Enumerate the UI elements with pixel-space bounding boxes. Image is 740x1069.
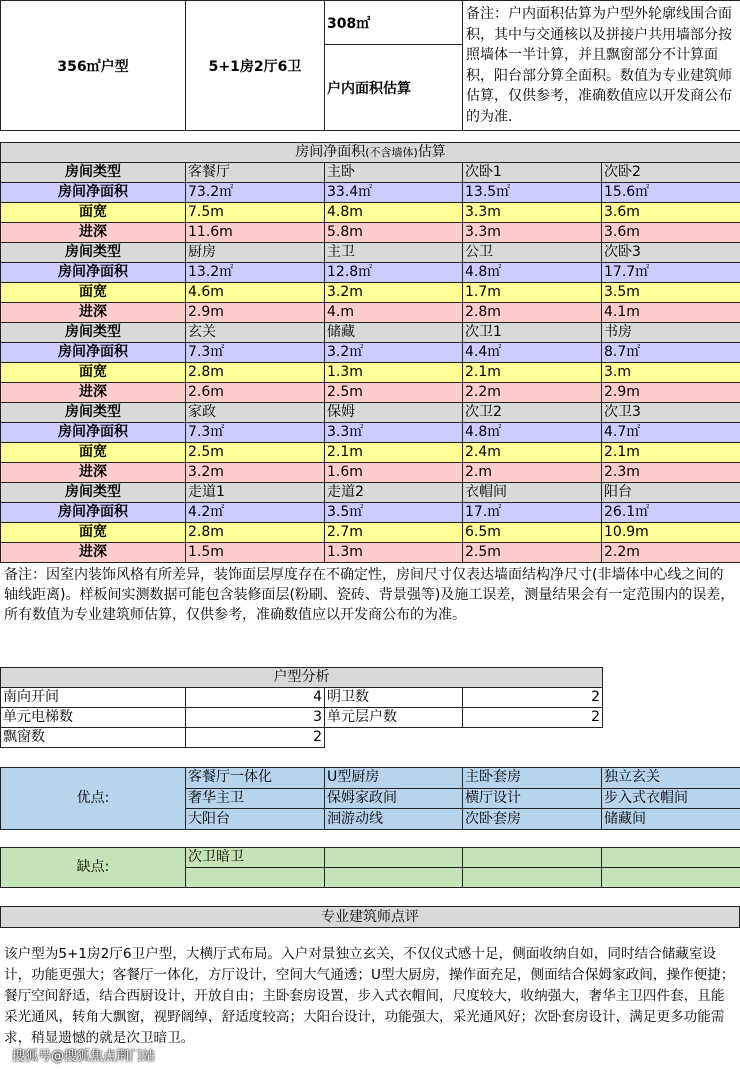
room-cell-width: 2.1m: [463, 363, 602, 383]
room-cell-type: 次卫3: [602, 403, 740, 423]
room-cell-depth: 2.2m: [602, 543, 740, 563]
room-cell-area: 4.2㎡: [186, 503, 325, 523]
analysis-value: 4: [186, 688, 325, 708]
room-row-label: 面宽: [1, 363, 186, 383]
pro-item: 独立玄关: [602, 768, 740, 789]
room-cell-depth: 1.5m: [186, 543, 325, 563]
inner-area-label: 户内面积估算: [325, 45, 463, 131]
room-cell-depth: 3.3m: [463, 223, 602, 243]
room-row-depth: [1, 303, 740, 323]
room-row-type: [1, 323, 740, 343]
room-cell-depth: 2.2m: [463, 383, 602, 403]
room-cell-area: 3.5㎡: [325, 503, 463, 523]
pro-item: 奢华主卫: [186, 788, 325, 809]
con-item: [463, 868, 602, 888]
room-cell-type: 主卧: [325, 163, 463, 183]
room-cell-area: 4.8㎡: [463, 423, 602, 443]
room-cell-area: 33.4㎡: [325, 183, 463, 203]
room-cell-width: 3.5m: [602, 283, 740, 303]
room-cell-depth: 2.6m: [186, 383, 325, 403]
rooms-table-title: 房间净面积(不含墙体)估算: [1, 143, 740, 163]
room-cell-width: 2.8m: [186, 523, 325, 543]
analysis-key: 明卫数: [325, 688, 463, 708]
room-cell-depth: 2.9m: [602, 383, 740, 403]
analysis-key: 南向开间: [1, 688, 186, 708]
room-cell-width: 1.3m: [325, 363, 463, 383]
room-row-label: 进深: [1, 543, 186, 563]
room-cell-depth: 2.5m: [325, 383, 463, 403]
room-cell-depth: 2.8m: [463, 303, 602, 323]
analysis-key: [325, 728, 463, 748]
room-row-width: [1, 283, 740, 303]
analysis-key: 单元电梯数: [1, 708, 186, 728]
room-row-type: [1, 403, 740, 423]
room-cell-type: 主卫: [325, 243, 463, 263]
room-row-type: [1, 243, 740, 263]
room-cell-width: 2.5m: [186, 443, 325, 463]
room-cell-area: 26.1㎡: [602, 503, 740, 523]
pros-label: 优点:: [1, 768, 186, 830]
room-cell-width: 3.2m: [325, 283, 463, 303]
room-cell-width: 2.1m: [325, 443, 463, 463]
room-row-label: 房间类型: [1, 483, 186, 503]
room-cell-type: 家政: [186, 403, 325, 423]
watermark: 搜狐号@搜狐焦点荆门站: [12, 1049, 156, 1064]
room-cell-width: 2.7m: [325, 523, 463, 543]
room-cell-type: 公卫: [463, 243, 602, 263]
review-title: 专业建筑师点评: [0, 906, 740, 928]
analysis-table: [0, 667, 603, 748]
room-row-label: 进深: [1, 463, 186, 483]
room-cell-area: 17.7㎡: [602, 263, 740, 283]
room-cell-type: 走道1: [186, 483, 325, 503]
room-cell-width: 3.6m: [602, 203, 740, 223]
room-cell-depth: 4.m: [325, 303, 463, 323]
room-cell-width: 2.4m: [463, 443, 602, 463]
analysis-key: 单元层户数: [325, 708, 463, 728]
room-cell-area: 8.7㎡: [602, 343, 740, 363]
room-cell-depth: 2.3m: [602, 463, 740, 483]
room-row-area: [1, 343, 740, 363]
con-item: [325, 868, 463, 888]
room-row-depth: [1, 543, 740, 563]
room-cell-width: 3.m: [602, 363, 740, 383]
room-cell-type: 保姆: [325, 403, 463, 423]
room-cell-type: 走道2: [325, 483, 463, 503]
room-cell-type: 客餐厅: [186, 163, 325, 183]
analysis-value: 2: [463, 688, 603, 708]
room-row-area: [1, 503, 740, 523]
cons-table: [0, 847, 740, 888]
room-cell-area: 4.7㎡: [602, 423, 740, 443]
room-row-label: 面宽: [1, 283, 186, 303]
room-row-width: [1, 443, 740, 463]
room-row-label: 房间类型: [1, 323, 186, 343]
room-cell-area: 13.5㎡: [463, 183, 602, 203]
room-cell-width: 7.5m: [186, 203, 325, 223]
room-row-label: 房间净面积: [1, 423, 186, 443]
room-cell-type: 阳台: [602, 483, 740, 503]
room-row-label: 房间净面积: [1, 263, 186, 283]
header-table: [0, 0, 740, 131]
rooms-note: 备注：因室内装饰风格有所差异，装饰面层厚度存在不确定性，房间尺寸仅表达墙面结构净尺寸(非墙体中心线之间的轴线距离)。样板间实测数据可能包含装修面层(粉刷、瓷砖、背景强等)及施工误差，测量结果会有一定范围内的误差，所有数值为专业建筑师估算，仅供参考，准确数值应以开发商公布的为准。: [4, 567, 735, 623]
unit-area-label: 356㎡户型: [1, 1, 186, 131]
inner-area-value: 308㎡: [325, 1, 463, 45]
analysis-value: 3: [186, 708, 325, 728]
room-cell-type: 次卧3: [602, 243, 740, 263]
room-cell-depth: 2.m: [463, 463, 602, 483]
analysis-value: 2: [186, 728, 325, 748]
room-cell-type: 次卧1: [463, 163, 602, 183]
room-row-type: [1, 483, 740, 503]
con-item: [602, 868, 740, 888]
room-row-label: 面宽: [1, 203, 186, 223]
room-row-depth: [1, 223, 740, 243]
room-cell-area: 12.8㎡: [325, 263, 463, 283]
room-cell-width: 10.9m: [602, 523, 740, 543]
room-cell-area: 7.3㎡: [186, 343, 325, 363]
room-row-width: [1, 363, 740, 383]
pro-item: 次卧套房: [463, 809, 602, 830]
room-cell-depth: 2.9m: [186, 303, 325, 323]
room-row-label: 房间类型: [1, 403, 186, 423]
room-cell-width: 1.7m: [463, 283, 602, 303]
pro-item: 洄游动线: [325, 809, 463, 830]
pro-item: 保姆家政间: [325, 788, 463, 809]
room-cell-area: 4.4㎡: [463, 343, 602, 363]
room-cell-type: 次卫1: [463, 323, 602, 343]
room-row-type: [1, 163, 740, 183]
room-cell-depth: 4.1m: [602, 303, 740, 323]
room-row-area: [1, 263, 740, 283]
pro-item: 大阳台: [186, 809, 325, 830]
room-cell-depth: 3.2m: [186, 463, 325, 483]
room-cell-type: 衣帽间: [463, 483, 602, 503]
room-cell-area: 13.2㎡: [186, 263, 325, 283]
room-row-label: 房间类型: [1, 163, 186, 183]
room-cell-width: 6.5m: [463, 523, 602, 543]
room-row-depth: [1, 463, 740, 483]
room-row-label: 进深: [1, 383, 186, 403]
analysis-title: 户型分析: [1, 668, 603, 688]
analysis-key: 飘窗数: [1, 728, 186, 748]
room-row-label: 进深: [1, 223, 186, 243]
room-cell-width: 2.1m: [602, 443, 740, 463]
room-cell-type: 书房: [602, 323, 740, 343]
pro-item: 主卧套房: [463, 768, 602, 789]
room-cell-type: 次卧2: [602, 163, 740, 183]
room-cell-area: 73.2㎡: [186, 183, 325, 203]
room-row-label: 房间净面积: [1, 183, 186, 203]
room-row-label: 房间类型: [1, 243, 186, 263]
room-cell-depth: 5.8m: [325, 223, 463, 243]
cons-label: 缺点:: [1, 848, 186, 888]
room-cell-depth: 3.6m: [602, 223, 740, 243]
review-text: 该户型为5+1房2厅6卫户型，大横厅式布局。入户对景独立玄关，不仅仪式感十足，侧面收纳自如，同时结合储藏室设计，功能更强大；客餐厅一体化，方厅设计，空间大气通透；U型大厨房，操作面充足，侧面结合保姆家政间，操作便捷；餐厅空间舒适，结合西厨设计，开放自由；主卧套房设置，步入式衣帽间，尺度较大，收纳强大，奢华主卫四件套，且能采光通风，转角大飘窗，视野阔绰，舒适度较高；大阳台设计，功能强大，采光通风好；次卧套房设计，满足更多功能需求，稍显遗憾的就是次卫暗卫。: [4, 946, 735, 1046]
analysis-value: 2: [463, 708, 603, 728]
room-row-label: 面宽: [1, 443, 186, 463]
pro-item: 储藏间: [602, 809, 740, 830]
room-cell-depth: 11.6m: [186, 223, 325, 243]
room-cell-area: 3.3㎡: [325, 423, 463, 443]
room-cell-width: 4.6m: [186, 283, 325, 303]
room-row-label: 房间净面积: [1, 503, 186, 523]
room-row-label: 房间净面积: [1, 343, 186, 363]
room-row-width: [1, 203, 740, 223]
room-row-label: 面宽: [1, 523, 186, 543]
room-cell-area: 15.6㎡: [602, 183, 740, 203]
room-row-depth: [1, 383, 740, 403]
room-row-width: [1, 523, 740, 543]
con-item: 次卫暗卫: [186, 848, 325, 868]
room-cell-type: 储藏: [325, 323, 463, 343]
room-cell-area: 17.㎡: [463, 503, 602, 523]
room-cell-depth: 1.3m: [325, 543, 463, 563]
room-cell-area: 7.3㎡: [186, 423, 325, 443]
room-cell-width: 4.8m: [325, 203, 463, 223]
room-cell-type: 次卫2: [463, 403, 602, 423]
con-item: [325, 848, 463, 868]
pro-item: U型厨房: [325, 768, 463, 789]
con-item: [186, 868, 325, 888]
pro-item: 步入式衣帽间: [602, 788, 740, 809]
pro-item: 客餐厅一体化: [186, 768, 325, 789]
con-item: [463, 848, 602, 868]
con-item: [602, 848, 740, 868]
room-cell-area: 3.2㎡: [325, 343, 463, 363]
analysis-value: [463, 728, 603, 748]
pros-table: [0, 767, 740, 830]
room-cell-width: 2.8m: [186, 363, 325, 383]
header-note: 备注：户内面积估算为户型外轮廓线围合面积，其中与交通核以及拼接户共用墙部分按照墙体一半计算，并且飘窗部分不计算面积，阳台部分算全面积。数值为专业建筑师估算，仅供参考，准确数值应以开发商公布的为准.: [463, 1, 740, 131]
unit-layout: 5+1房2厅6卫: [186, 1, 325, 131]
rooms-table: [0, 142, 740, 563]
room-row-label: 进深: [1, 303, 186, 323]
room-cell-type: 厨房: [186, 243, 325, 263]
room-cell-depth: 2.5m: [463, 543, 602, 563]
room-cell-type: 玄关: [186, 323, 325, 343]
room-cell-width: 3.3m: [463, 203, 602, 223]
room-cell-depth: 1.6m: [325, 463, 463, 483]
pro-item: 横厅设计: [463, 788, 602, 809]
room-row-area: [1, 183, 740, 203]
room-cell-area: 4.8㎡: [463, 263, 602, 283]
room-row-area: [1, 423, 740, 443]
